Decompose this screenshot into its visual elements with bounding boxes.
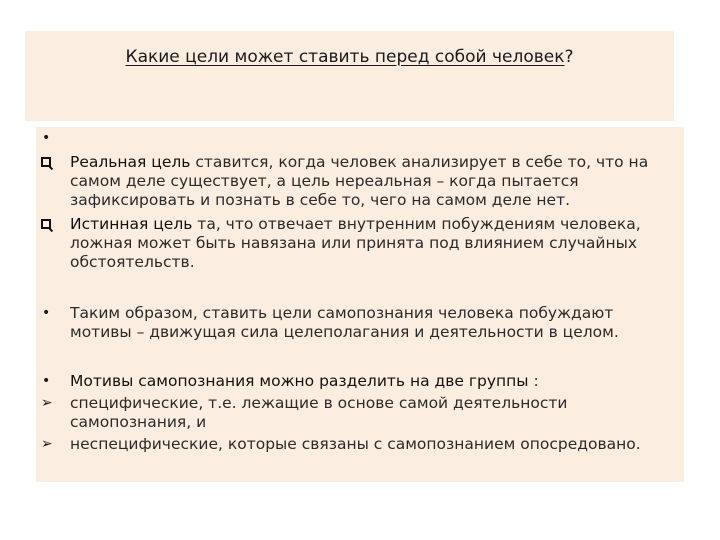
term-true-goal: Истинная цель bbox=[70, 215, 193, 233]
arrow-bullet-icon: ➢ bbox=[41, 436, 53, 452]
slide-title bbox=[25, 47, 674, 67]
list-item-text bbox=[70, 215, 676, 272]
list-item-body: та, что отвечает внутренним побуждениям человека, ложная может быть навязана или принята под влиянием случайных обстоятельств. bbox=[70, 215, 641, 271]
list-item-text: Таким образом, ставить цели самопознания человека побуждают мотивы – движущая сила целеполагания и деятельности в целом. bbox=[70, 304, 619, 341]
list-item-body: : bbox=[528, 372, 539, 390]
bullet-dot-icon: • bbox=[42, 373, 51, 389]
motives-heading: Мотивы самопознания можно разделить на две группы bbox=[70, 372, 529, 390]
slide-title-mark: ? bbox=[564, 47, 574, 67]
checkbox-bullet-icon bbox=[41, 219, 51, 229]
term-real-goal: Реальная цель bbox=[70, 153, 191, 171]
checkbox-bullet-icon bbox=[41, 157, 51, 167]
list-item-text: специфические, т.е. лежащие в основе самой деятельности самопознания, и bbox=[70, 394, 568, 431]
bullet-dot-icon: • bbox=[42, 130, 51, 146]
list-item-text: неспецифические, которые связаны с самопознанием опосредовано. bbox=[70, 435, 641, 453]
arrow-bullet-icon: ➢ bbox=[41, 395, 53, 411]
list-item-text bbox=[70, 153, 676, 210]
bullet-dot-icon: • bbox=[42, 305, 51, 321]
content-box bbox=[36, 127, 684, 482]
title-box bbox=[25, 31, 674, 121]
list-item-body: ставится, когда человек анализирует в себе то, что на самом деле существует, а цель нереальная – когда пытается зафиксировать и познать в себе то, чего на самом деле нет. bbox=[70, 153, 649, 209]
list-item-text bbox=[70, 372, 676, 391]
slide-title-text: Какие цели может ставить перед собой человек bbox=[125, 47, 565, 67]
